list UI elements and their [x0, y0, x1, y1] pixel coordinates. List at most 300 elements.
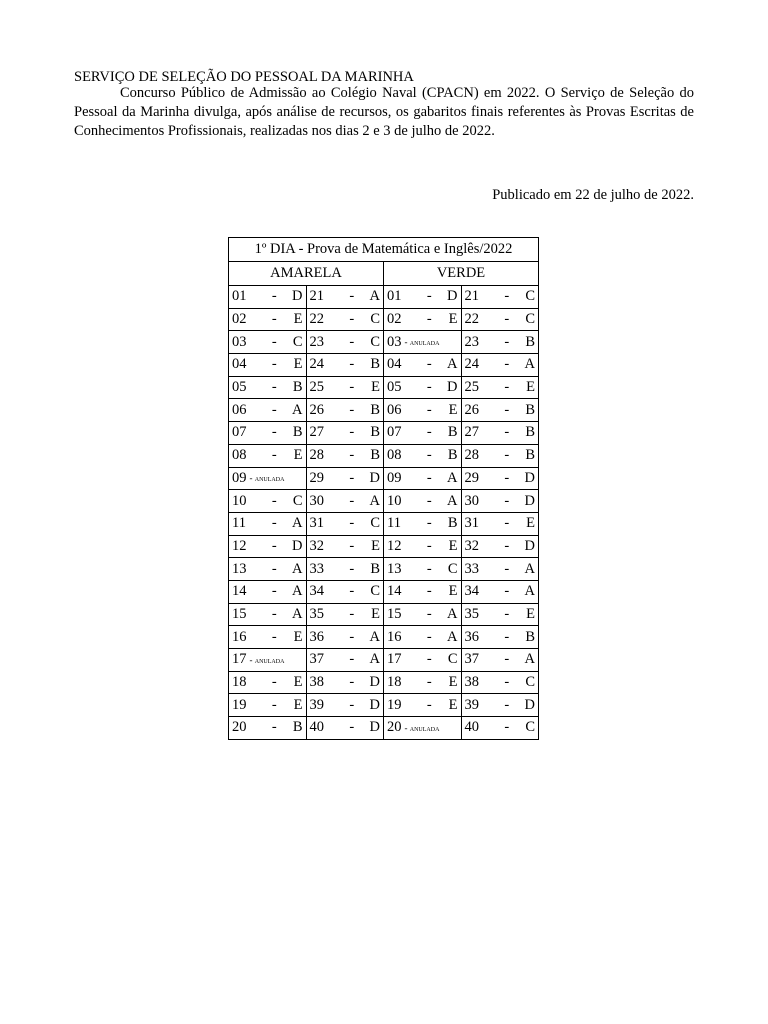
answer-cell-verde — [384, 467, 462, 490]
separator-dash: - — [349, 356, 355, 373]
answer-cell-amarela — [229, 558, 307, 581]
answer-letter: A — [447, 492, 458, 509]
answer-cell-amarela — [306, 603, 384, 626]
answer-cell-amarela — [229, 331, 307, 354]
table-row — [229, 535, 539, 558]
question-number: 16 — [387, 628, 402, 645]
separator-dash: - — [426, 515, 432, 532]
question-number: 18 — [387, 674, 402, 691]
table-row — [229, 376, 539, 399]
answer-letter: E — [526, 605, 535, 622]
answer-cell-amarela — [306, 671, 384, 694]
question-number: 17 — [232, 651, 247, 668]
separator-dash: - — [504, 492, 510, 509]
question-number: 31 — [309, 515, 324, 532]
answer-letter: E — [448, 674, 458, 691]
question-number: 26 — [464, 401, 479, 418]
answer-cell-amarela — [229, 535, 307, 558]
separator-dash: - — [349, 719, 355, 736]
separator-dash: - — [349, 515, 355, 532]
separator-dash: - — [504, 447, 510, 464]
answer-cell-amarela — [229, 490, 307, 513]
question-number: 38 — [464, 674, 479, 691]
question-number: 10 — [387, 492, 402, 509]
answer-letter: C — [370, 333, 380, 350]
question-number: 16 — [232, 628, 247, 645]
answer-letter: C — [447, 560, 458, 577]
answer-letter: E — [293, 696, 303, 713]
question-number: 38 — [309, 674, 324, 691]
separator-dash: - — [426, 356, 432, 373]
separator-dash: - — [504, 696, 510, 713]
answer-letter: E — [293, 674, 303, 691]
question-number: 13 — [387, 560, 402, 577]
question-number: 20 — [232, 719, 247, 736]
table-title: 1º DIA - Prova de Matemática e Inglês/2022 — [229, 238, 539, 262]
question-number: 06 — [232, 401, 247, 418]
separator-dash: - — [426, 605, 432, 622]
separator-dash: - — [271, 447, 277, 464]
separator-dash: - — [504, 674, 510, 691]
question-number: 23 — [464, 333, 479, 350]
separator-dash: - — [426, 447, 432, 464]
answer-cell-verde — [461, 603, 539, 626]
separator-dash: - — [426, 288, 432, 305]
answer-cell-verde — [384, 535, 462, 558]
question-number: 37 — [464, 651, 479, 668]
answer-letter: A — [524, 583, 535, 600]
annulled-label: - anulada — [249, 473, 285, 484]
answer-cell-verde — [461, 580, 539, 603]
separator-dash: - — [349, 560, 355, 577]
answer-letter: D — [369, 469, 380, 486]
answer-cell-amarela — [229, 603, 307, 626]
publication-date: Publicado em 22 de julho de 2022. — [492, 187, 694, 203]
answer-letter: E — [371, 605, 380, 622]
answer-cell-amarela — [306, 694, 384, 717]
separator-dash: - — [426, 311, 432, 328]
separator-dash: - — [504, 469, 510, 486]
question-number: 04 — [387, 356, 402, 373]
answer-letter: C — [525, 674, 535, 691]
separator-dash: - — [504, 311, 510, 328]
answer-cell-verde — [461, 535, 539, 558]
answer-letter: C — [525, 719, 535, 736]
separator-dash: - — [426, 560, 432, 577]
answer-cell-amarela — [229, 649, 307, 672]
separator-dash: - — [271, 605, 277, 622]
table-row — [229, 399, 539, 422]
separator-dash: - — [426, 651, 432, 668]
table-row — [229, 444, 539, 467]
answer-letter: A — [292, 401, 303, 418]
answer-letter: B — [292, 424, 303, 441]
question-number: 03 — [232, 333, 247, 350]
question-number: 36 — [464, 628, 479, 645]
question-number: 07 — [387, 424, 402, 441]
answer-cell-amarela — [306, 354, 384, 377]
separator-dash: - — [349, 447, 355, 464]
separator-dash: - — [504, 651, 510, 668]
answer-cell-amarela — [306, 490, 384, 513]
separator-dash: - — [271, 492, 277, 509]
separator-dash: - — [349, 469, 355, 486]
answer-letter: C — [370, 583, 380, 600]
answer-letter: A — [369, 628, 380, 645]
separator-dash: - — [426, 674, 432, 691]
answer-key-table — [228, 237, 539, 740]
answer-cell-amarela — [229, 286, 307, 309]
separator-dash: - — [426, 469, 432, 486]
answer-letter: A — [292, 605, 303, 622]
question-number: 22 — [309, 311, 324, 328]
answer-letter: E — [526, 379, 535, 396]
answer-letter: E — [448, 583, 458, 600]
question-number: 18 — [232, 674, 247, 691]
answer-cell-verde — [384, 649, 462, 672]
separator-dash: - — [271, 560, 277, 577]
answer-cell-amarela — [306, 512, 384, 535]
answer-cell-amarela — [229, 467, 307, 490]
answer-letter: D — [369, 674, 380, 691]
question-number: 01 — [232, 288, 247, 305]
answer-letter: D — [524, 469, 535, 486]
answer-letter: E — [293, 356, 303, 373]
question-number: 19 — [232, 696, 247, 713]
answer-letter: A — [524, 356, 535, 373]
answer-cell-amarela — [229, 354, 307, 377]
answer-letter: E — [448, 401, 458, 418]
answer-cell-amarela — [306, 444, 384, 467]
answer-letter: C — [447, 651, 458, 668]
answer-cell-verde — [461, 422, 539, 445]
answer-letter: A — [447, 469, 458, 486]
answer-letter: E — [293, 628, 303, 645]
question-number: 39 — [309, 696, 324, 713]
separator-dash: - — [504, 583, 510, 600]
answer-letter: C — [370, 515, 380, 532]
question-number: 21 — [309, 288, 324, 305]
table-row — [229, 626, 539, 649]
answer-letter: A — [292, 583, 303, 600]
separator-dash: - — [426, 628, 432, 645]
answer-letter: D — [447, 288, 458, 305]
separator-dash: - — [426, 379, 432, 396]
separator-dash: - — [271, 401, 277, 418]
answer-cell-verde — [384, 490, 462, 513]
question-number: 11 — [232, 515, 246, 532]
answer-cell-verde — [461, 558, 539, 581]
separator-dash: - — [426, 696, 432, 713]
answer-cell-amarela — [306, 717, 384, 740]
answer-letter: A — [447, 628, 458, 645]
answer-cell-verde — [384, 331, 462, 354]
question-number: 20 — [387, 719, 402, 736]
answer-cell-verde — [461, 671, 539, 694]
answer-cell-amarela — [229, 512, 307, 535]
question-number: 35 — [309, 605, 324, 622]
question-number: 35 — [464, 605, 479, 622]
intro-paragraph: Concurso Público de Admissão ao Colégio Naval (CPACN) em 2022. O Serviço de Seleção do Pessoal da Marinha divulga, após análise de recursos, os gabaritos finais referentes às Provas Escritas de Conhecimentos Profissionais, realizadas nos dias 2 e 3 de julho de 2022. — [74, 85, 694, 139]
group-header-amarela: AMARELA — [229, 262, 384, 286]
question-number: 25 — [464, 379, 479, 396]
question-number: 40 — [309, 719, 324, 736]
answer-letter: A — [447, 605, 458, 622]
answer-letter: E — [448, 537, 458, 554]
question-number: 21 — [464, 288, 479, 305]
answer-cell-verde — [384, 603, 462, 626]
answer-cell-amarela — [229, 626, 307, 649]
answer-cell-amarela — [306, 535, 384, 558]
answer-letter: B — [525, 424, 535, 441]
question-number: 17 — [387, 651, 402, 668]
answer-letter: B — [370, 356, 380, 373]
answer-letter: A — [292, 560, 303, 577]
question-number: 24 — [309, 356, 324, 373]
separator-dash: - — [271, 719, 277, 736]
answer-letter: D — [369, 696, 380, 713]
answer-cell-amarela — [229, 422, 307, 445]
question-number: 03 — [387, 333, 402, 350]
answer-cell-amarela — [229, 399, 307, 422]
separator-dash: - — [504, 356, 510, 373]
question-number: 04 — [232, 356, 247, 373]
separator-dash: - — [426, 583, 432, 600]
question-number: 32 — [464, 537, 479, 554]
separator-dash: - — [504, 537, 510, 554]
question-number: 15 — [232, 605, 247, 622]
answer-cell-verde — [461, 694, 539, 717]
separator-dash: - — [271, 583, 277, 600]
separator-dash: - — [349, 605, 355, 622]
annulled-label: - anulada — [404, 337, 440, 348]
question-number: 19 — [387, 696, 402, 713]
table-row — [229, 558, 539, 581]
separator-dash: - — [504, 288, 510, 305]
answer-letter: E — [293, 447, 303, 464]
separator-dash: - — [349, 492, 355, 509]
answer-cell-verde — [461, 490, 539, 513]
answer-letter: D — [524, 696, 535, 713]
question-number: 27 — [464, 424, 479, 441]
separator-dash: - — [349, 696, 355, 713]
separator-dash: - — [504, 333, 510, 350]
table-row — [229, 354, 539, 377]
question-number: 08 — [232, 447, 247, 464]
answer-cell-amarela — [306, 399, 384, 422]
answer-letter: E — [371, 379, 380, 396]
answer-cell-amarela — [229, 580, 307, 603]
answer-cell-amarela — [306, 376, 384, 399]
answer-letter: B — [447, 515, 458, 532]
answer-cell-verde — [461, 376, 539, 399]
separator-dash: - — [349, 628, 355, 645]
question-number: 23 — [309, 333, 324, 350]
question-number: 26 — [309, 401, 324, 418]
answer-letter: C — [525, 311, 535, 328]
answer-cell-verde — [461, 626, 539, 649]
separator-dash: - — [504, 401, 510, 418]
question-number: 28 — [309, 447, 324, 464]
answer-letter: B — [447, 447, 458, 464]
answer-cell-verde — [384, 399, 462, 422]
answer-letter: B — [525, 333, 535, 350]
separator-dash: - — [349, 401, 355, 418]
question-number: 02 — [232, 311, 247, 328]
separator-dash: - — [504, 379, 510, 396]
question-number: 31 — [464, 515, 479, 532]
question-number: 15 — [387, 605, 402, 622]
answer-cell-verde — [461, 649, 539, 672]
answer-letter: C — [292, 333, 303, 350]
separator-dash: - — [349, 537, 355, 554]
answer-cell-verde — [384, 286, 462, 309]
answer-letter: C — [292, 492, 303, 509]
separator-dash: - — [349, 379, 355, 396]
question-number: 02 — [387, 311, 402, 328]
separator-dash: - — [271, 515, 277, 532]
separator-dash: - — [426, 424, 432, 441]
question-number: 24 — [464, 356, 479, 373]
answer-letter: D — [292, 537, 303, 554]
separator-dash: - — [349, 288, 355, 305]
answer-cell-amarela — [229, 717, 307, 740]
answer-cell-amarela — [229, 671, 307, 694]
answer-letter: C — [370, 311, 380, 328]
answer-cell-verde — [461, 331, 539, 354]
answer-letter: D — [369, 719, 380, 736]
answer-cell-verde — [461, 399, 539, 422]
question-number: 05 — [387, 379, 402, 396]
table-row — [229, 286, 539, 309]
separator-dash: - — [271, 537, 277, 554]
answer-letter: E — [293, 311, 303, 328]
separator-dash: - — [504, 719, 510, 736]
table-row — [229, 308, 539, 331]
answer-cell-amarela — [306, 580, 384, 603]
annulled-label: - anulada — [249, 654, 285, 665]
answer-letter: A — [369, 288, 380, 305]
answer-cell-amarela — [306, 331, 384, 354]
table-row — [229, 580, 539, 603]
answer-letter: E — [448, 311, 458, 328]
table-row — [229, 649, 539, 672]
answer-cell-amarela — [229, 376, 307, 399]
answer-cell-amarela — [229, 694, 307, 717]
answer-cell-verde — [461, 354, 539, 377]
question-number: 09 — [232, 469, 247, 486]
answer-letter: B — [525, 447, 535, 464]
answer-cell-verde — [384, 580, 462, 603]
separator-dash: - — [271, 379, 277, 396]
table-row — [229, 694, 539, 717]
answer-letter: B — [370, 560, 380, 577]
answer-cell-amarela — [306, 422, 384, 445]
answer-cell-amarela — [306, 286, 384, 309]
answer-cell-amarela — [306, 308, 384, 331]
answer-letter: C — [525, 288, 535, 305]
question-number: 40 — [464, 719, 479, 736]
separator-dash: - — [349, 311, 355, 328]
answer-cell-amarela — [229, 308, 307, 331]
answer-letter: B — [370, 401, 380, 418]
answer-letter: B — [292, 719, 303, 736]
question-number: 22 — [464, 311, 479, 328]
question-number: 13 — [232, 560, 247, 577]
table-row — [229, 422, 539, 445]
answer-cell-verde — [384, 558, 462, 581]
answer-letter: D — [524, 537, 535, 554]
separator-dash: - — [271, 333, 277, 350]
separator-dash: - — [349, 333, 355, 350]
question-number: 30 — [464, 492, 479, 509]
separator-dash: - — [271, 674, 277, 691]
answer-cell-verde — [384, 422, 462, 445]
separator-dash: - — [349, 651, 355, 668]
answer-letter: D — [524, 492, 535, 509]
separator-dash: - — [271, 628, 277, 645]
answer-cell-amarela — [306, 558, 384, 581]
separator-dash: - — [271, 356, 277, 373]
question-number: 11 — [387, 515, 401, 532]
annulled-label: - anulada — [404, 722, 440, 733]
answer-cell-verde — [384, 376, 462, 399]
table-row — [229, 331, 539, 354]
separator-dash: - — [504, 560, 510, 577]
answer-cell-verde — [461, 467, 539, 490]
answer-letter: B — [525, 628, 535, 645]
separator-dash: - — [504, 628, 510, 645]
question-number: 34 — [464, 583, 479, 600]
question-number: 37 — [309, 651, 324, 668]
table-row — [229, 467, 539, 490]
answer-cell-verde — [384, 308, 462, 331]
question-number: 39 — [464, 696, 479, 713]
answer-cell-verde — [384, 512, 462, 535]
answer-letter: A — [447, 356, 458, 373]
answer-cell-amarela — [306, 649, 384, 672]
answer-letter: B — [292, 379, 303, 396]
answer-letter: B — [370, 447, 380, 464]
question-number: 29 — [464, 469, 479, 486]
question-number: 33 — [464, 560, 479, 577]
table-row — [229, 717, 539, 740]
question-number: 14 — [387, 583, 402, 600]
answer-letter: A — [524, 651, 535, 668]
answer-cell-verde — [384, 626, 462, 649]
organization-title: SERVIÇO DE SELEÇÃO DO PESSOAL DA MARINHA — [74, 69, 414, 85]
question-number: 29 — [309, 469, 324, 486]
question-number: 33 — [309, 560, 324, 577]
answer-letter: B — [447, 424, 458, 441]
question-number: 07 — [232, 424, 247, 441]
question-number: 34 — [309, 583, 324, 600]
question-number: 10 — [232, 492, 247, 509]
answer-letter: D — [292, 288, 303, 305]
answer-cell-amarela — [306, 626, 384, 649]
answer-letter: A — [524, 560, 535, 577]
separator-dash: - — [271, 311, 277, 328]
question-number: 09 — [387, 469, 402, 486]
answer-cell-verde — [384, 717, 462, 740]
answer-cell-verde — [461, 717, 539, 740]
question-number: 28 — [464, 447, 479, 464]
question-number: 06 — [387, 401, 402, 418]
answer-cell-verde — [461, 444, 539, 467]
question-number: 14 — [232, 583, 247, 600]
question-number: 01 — [387, 288, 402, 305]
answer-letter: A — [292, 515, 303, 532]
